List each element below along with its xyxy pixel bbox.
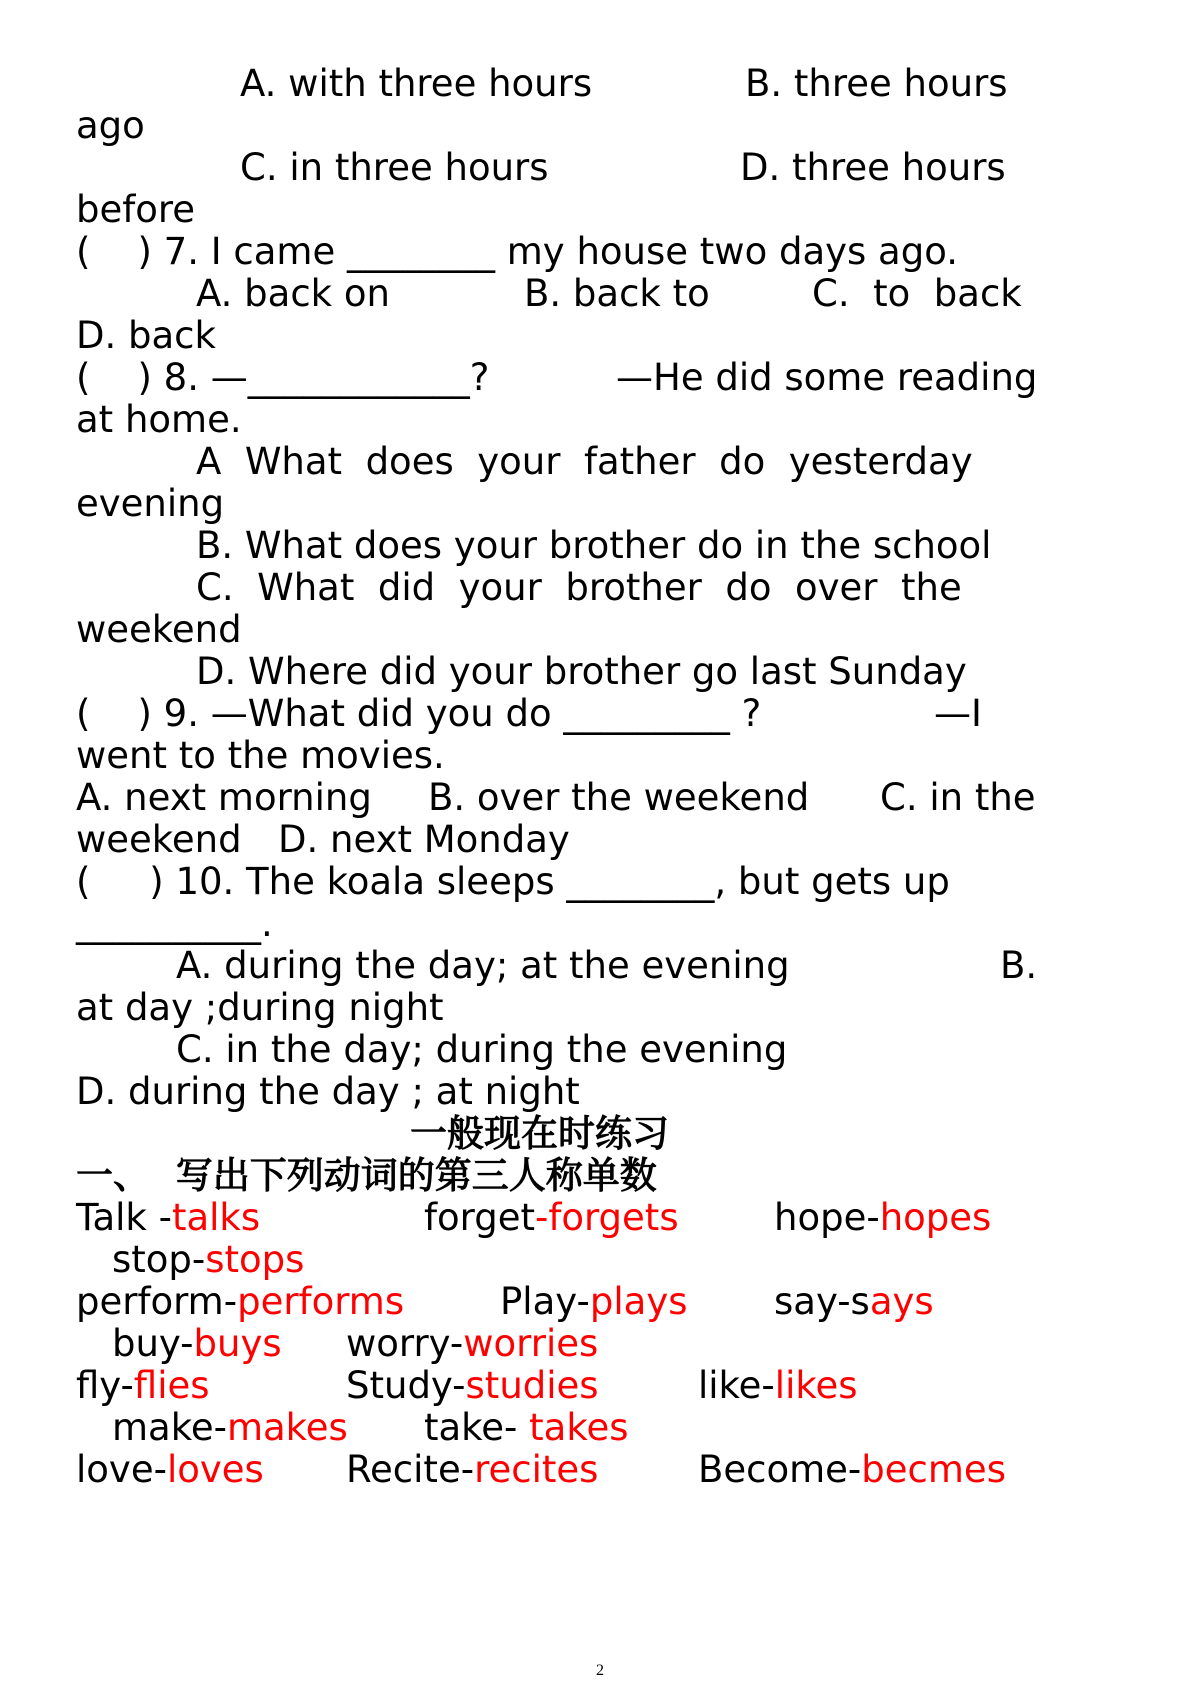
verb-item: fly-flies: [76, 1364, 210, 1407]
q8-stem-answer: —He did some reading: [616, 356, 1038, 399]
q8-option-d: D. Where did your brother go last Sunday: [196, 650, 967, 693]
verb-item: stop-stops: [112, 1238, 305, 1281]
q8-option-c-tail: weekend: [76, 608, 242, 651]
q7-option-d: D. back: [76, 314, 216, 357]
q6-option-a: A. with three hours: [240, 62, 593, 105]
q9-stem-answer: —I: [934, 692, 982, 735]
q9-option-d: D. next Monday: [278, 818, 570, 861]
q9-stem: ( ) 9. —What did you do _________ ?: [76, 692, 762, 735]
q9-option-c-tail: weekend: [76, 818, 242, 861]
q6-option-d: D. three hours: [740, 146, 1006, 189]
verb-item: perform-performs: [76, 1280, 405, 1323]
q9-option-b: B. over the weekend: [428, 776, 810, 819]
verb-item: Recite-recites: [346, 1448, 599, 1491]
q8-option-b: B. What does your brother do in the school: [196, 524, 992, 567]
q8-stem-tail: at home.: [76, 398, 242, 441]
q7-option-b: B. back to: [524, 272, 710, 315]
q8-option-a-tail: evening: [76, 482, 225, 525]
q8-option-c: C. What did your brother do over the: [196, 566, 962, 609]
verb-item: Play-plays: [500, 1280, 688, 1323]
verb-item: make-makes: [112, 1406, 348, 1449]
verb-item: Study-studies: [346, 1364, 599, 1407]
page-number: 2: [596, 1662, 604, 1679]
verb-item: take- takes: [424, 1406, 629, 1449]
q9-option-c: C. in the: [880, 776, 1036, 819]
q10-stem: ( ) 10. The koala sleeps ________, but gets up: [76, 860, 950, 903]
verb-item: like-likes: [698, 1364, 858, 1407]
q10-option-c: C. in the day; during the evening: [176, 1028, 788, 1071]
q7-option-a: A. back on: [196, 272, 390, 315]
verb-item: Become-becmes: [698, 1448, 1006, 1491]
q7-stem: ( ) 7. I came ________ my house two days ago.: [76, 230, 958, 273]
q6-option-b-tail: ago: [76, 104, 145, 147]
q8-option-a: A What does your father do yesterday: [196, 440, 973, 483]
q6-option-d-tail: before: [76, 188, 196, 231]
q9-stem-tail: went to the movies.: [76, 734, 445, 777]
verb-item: hope-hopes: [774, 1196, 992, 1239]
verb-item: love-loves: [76, 1448, 264, 1491]
q10-option-b: B.: [1000, 944, 1038, 987]
verb-item: worry-worries: [346, 1322, 599, 1365]
q6-option-b: B. three hours: [745, 62, 1008, 105]
verb-item: buy-buys: [112, 1322, 282, 1365]
q10-option-b-tail: at day ;during night: [76, 986, 444, 1029]
q10-stem-tail: __________.: [76, 902, 273, 945]
q8-stem: ( ) 8. —____________?: [76, 356, 490, 399]
q10-option-d: D. during the day ; at night: [76, 1070, 580, 1113]
q10-option-a: A. during the day; at the evening: [176, 944, 790, 987]
q6-option-c: C. in three hours: [240, 146, 549, 189]
section-title: 一般现在时练习: [410, 1112, 669, 1155]
q9-option-a: A. next morning: [76, 776, 372, 819]
verb-item: forget-forgets: [424, 1196, 679, 1239]
section-heading: 一、 写出下列动词的第三人称单数: [76, 1154, 657, 1197]
verb-item: say-says: [774, 1280, 934, 1323]
verb-item: Talk -talks: [76, 1196, 261, 1239]
q7-option-c: C. to back: [812, 272, 1022, 315]
